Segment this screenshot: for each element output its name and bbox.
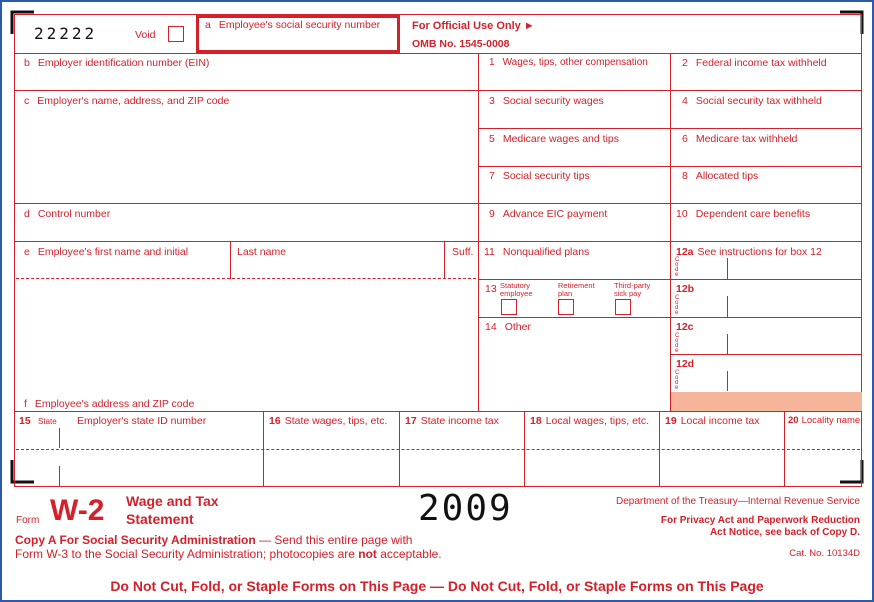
code-label-12d: Code: [675, 370, 680, 391]
suffix-field[interactable]: Suff.: [452, 246, 474, 258]
box-10-dependent-care[interactable]: 10 Dependent care benefits: [676, 208, 811, 220]
third-party-sick-pay-checkbox[interactable]: [615, 299, 631, 315]
box-c-employer-name-address[interactable]: c Employer's name, address, and ZIP code: [24, 95, 230, 107]
form-word: Form: [16, 515, 40, 526]
box-12a-instructions[interactable]: 12a See instructions for box 12: [676, 246, 822, 258]
title-line-2: Statement: [126, 511, 194, 527]
do-not-cut-warning: Do Not Cut, Fold, or Staple Forms on This Page — Do Not Cut, Fold, or Staple Forms on This Page: [110, 578, 764, 594]
box-15-state[interactable]: State: [38, 417, 57, 426]
box-15-employer-state-id[interactable]: Employer's state ID number: [77, 415, 207, 427]
privacy-notice-line-1: For Privacy Act and Paperwork Reduction: [660, 515, 860, 526]
box-19-local-income-tax[interactable]: 19 Local income tax: [665, 415, 760, 427]
catalog-number: Cat. No. 10134D: [789, 548, 860, 559]
box-3-ss-wages[interactable]: 3 Social security wages: [489, 95, 604, 107]
box-4-ss-tax[interactable]: 4 Social security tax withheld: [682, 95, 822, 107]
box-18-local-wages[interactable]: 18 Local wages, tips, etc.: [530, 415, 649, 427]
form-name-w2: W-2: [50, 494, 105, 527]
statutory-employee-label: Statutory employee: [500, 281, 533, 298]
copy-a-line-2: Form W-3 to the Social Security Administration; photocopies are not acceptable.: [15, 547, 442, 561]
void-checkbox[interactable]: [168, 26, 184, 42]
box-1-wages[interactable]: 1 Wages, tips, other compensation: [489, 57, 648, 68]
code-label-12b: Code: [675, 295, 680, 316]
box-14-other[interactable]: 14 Other: [485, 321, 531, 333]
third-party-sick-pay-label: Third-party sick pay: [614, 281, 651, 298]
box-6-medicare-tax[interactable]: 6 Medicare tax withheld: [682, 133, 798, 145]
retirement-plan-checkbox[interactable]: [558, 299, 574, 315]
box-e-employee-first-name[interactable]: e Employee's first name and initial: [24, 246, 189, 258]
code-label-12a: Code: [675, 257, 680, 278]
copy-a-line-1: Copy A For Social Security Administration — Send this entire page with: [15, 533, 413, 547]
official-use-label: For Official Use Only ►: [412, 20, 535, 32]
privacy-notice-line-2: Act Notice, see back of Copy D.: [709, 527, 860, 538]
box-12d[interactable]: 12d: [676, 358, 695, 370]
box-a-label: Employee's social security number: [218, 19, 381, 31]
box-d-control-number[interactable]: d Control number: [24, 208, 111, 220]
statutory-employee-checkbox[interactable]: [501, 299, 517, 315]
void-label: Void: [135, 29, 156, 41]
box-13-number: 13: [485, 283, 497, 295]
omb-number: OMB No. 1545-0008: [412, 38, 510, 50]
department-label: Department of the Treasury—Internal Revenue Service: [615, 496, 860, 507]
box-15-number: 15: [19, 415, 31, 427]
title-line-1: Wage and Tax: [126, 493, 219, 509]
box-16-state-wages[interactable]: 16 State wages, tips, etc.: [269, 415, 388, 427]
box-5-medicare-wages[interactable]: 5 Medicare wages and tips: [489, 133, 619, 145]
box-17-state-income-tax[interactable]: 17 State income tax: [405, 415, 499, 427]
box-9-advance-eic[interactable]: 9 Advance EIC payment: [489, 208, 608, 220]
box-b-employer-ein[interactable]: b Employer identification number (EIN): [24, 57, 210, 69]
box-12c[interactable]: 12c: [676, 321, 694, 333]
control-code: 22222: [34, 24, 98, 43]
box-7-ss-tips[interactable]: 7 Social security tips: [489, 170, 590, 182]
last-name-field[interactable]: Last name: [237, 246, 287, 258]
shaded-area: [671, 392, 862, 411]
box-11-nonqualified-plans[interactable]: 11 Nonqualified plans: [484, 246, 590, 258]
box-f-employee-address[interactable]: f Employee's address and ZIP code: [24, 398, 195, 410]
retirement-plan-label: Retirement plan: [558, 281, 595, 298]
box-20-locality-name[interactable]: 20 Locality name: [788, 415, 861, 426]
box-2-federal-tax[interactable]: 2 Federal income tax withheld: [682, 57, 827, 69]
box-8-allocated-tips[interactable]: 8 Allocated tips: [682, 170, 759, 182]
box-a-letter: a: [205, 19, 211, 31]
box-12b[interactable]: 12b: [676, 283, 695, 295]
tax-year: 2009: [418, 488, 513, 529]
code-label-12c: Code: [675, 333, 680, 354]
